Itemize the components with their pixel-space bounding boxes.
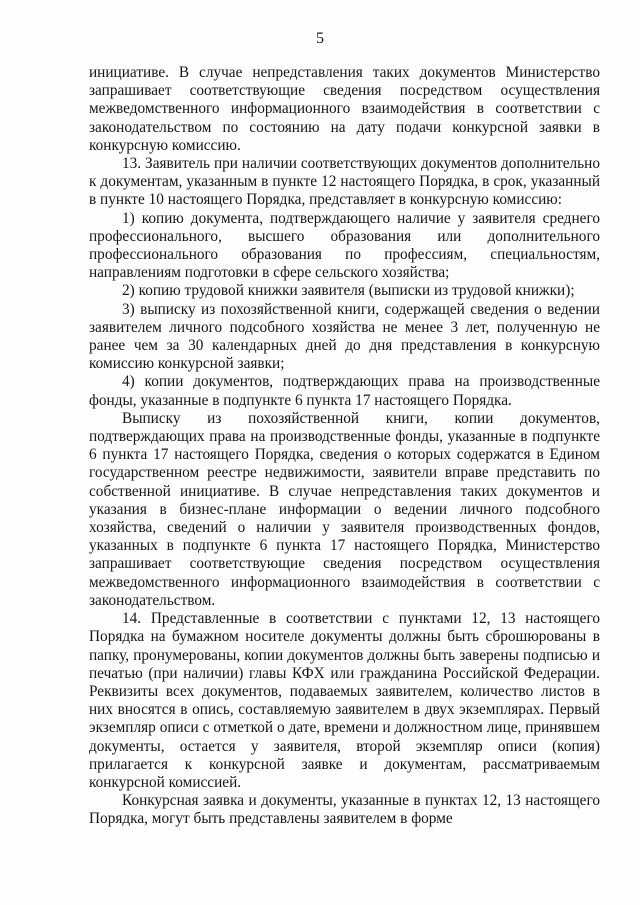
paragraph: Конкурсная заявка и документы, указанные в пунктах 12, 13 настоящего Порядка, могут быть представлены заявителем в форме xyxy=(89,792,600,828)
document-body xyxy=(89,64,600,829)
paragraph: 14. Представленные в соответствии с пунктами 12, 13 настоящего Порядка на бумажном носителе документы должны быть сброшюрованы в папку, пронумерованы, копии документов должны быть заверены подписью и печатью (при наличии) главы КФХ или гражданина Российской Федерации. Реквизиты всех документов, подаваемых заявителем, количество листов в них вносятся в опись, составляемую заявителем в двух экземплярах. Первый экземпляр описи с отметкой о дате, времени и должностном лице, принявшем документы, остается у заявителя, второй экземпляр описи (копия) прилагается к конкурсной заявке и документам, рассматриваемым конкурсной комиссией. xyxy=(89,610,600,791)
paragraph: Выписку из похозяйственной книги, копии документов, подтверждающих права на производственные фонды, указанные в подпункте 6 пункта 17 настоящего Порядка, сведения о которых содержатся в Едином государственном реестре недвижимости, заявители вправе представить по собственной инициативе. В случае непредставления таких документов и указания в бизнес-плане информации о ведении личного подсобного хозяйства, сведений о наличии у заявителя производственных фондов, указанных в подпункте 6 пункта 17 настоящего Порядка, Министерство запрашивает соответствующие сведения посредством осуществления межведомственного информационного взаимодействия в соответствии с законодательством. xyxy=(89,409,600,609)
paragraph: 4) копии документов, подтверждающих права на производственные фонды, указанные в подпункте 6 пункта 17 настоящего Порядка. xyxy=(89,373,600,409)
paragraph: 2) копию трудовой книжки заявителя (выписки из трудовой книжки); xyxy=(122,282,575,300)
paragraph: инициативе. В случае непредставления таких документов Министерство запрашивает соответствующие сведения посредством осуществления межведомственного информационного взаимодействия в соответствии с законодательством по состоянию на дату подачи конкурсной заявки в конкурсную комиссию. xyxy=(89,64,600,154)
page-number: 5 xyxy=(316,30,324,47)
paragraph: 13. Заявитель при наличии соответствующих документов дополнительно к документам, указанным в пункте 12 настоящего Порядка, в срок, указанный в пункте 10 настоящего Порядка, представляет в конкурсную комиссию: xyxy=(89,155,600,209)
paragraph: 3) выписку из похозяйственной книги, содержащей сведения о ведении заявителем личного подсобного хозяйства не менее 3 лет, полученную не ранее чем за 30 календарных дней до дня представления в конкурсную комиссию конкурсной заявки; xyxy=(89,300,600,373)
paragraph: 1) копию документа, подтверждающего наличие у заявителя среднего профессионального, высшего образования или дополнительного профессионального образования по профессиям, специальностям, направлениям подготовки в сфере сельского хозяйства; xyxy=(89,209,600,282)
